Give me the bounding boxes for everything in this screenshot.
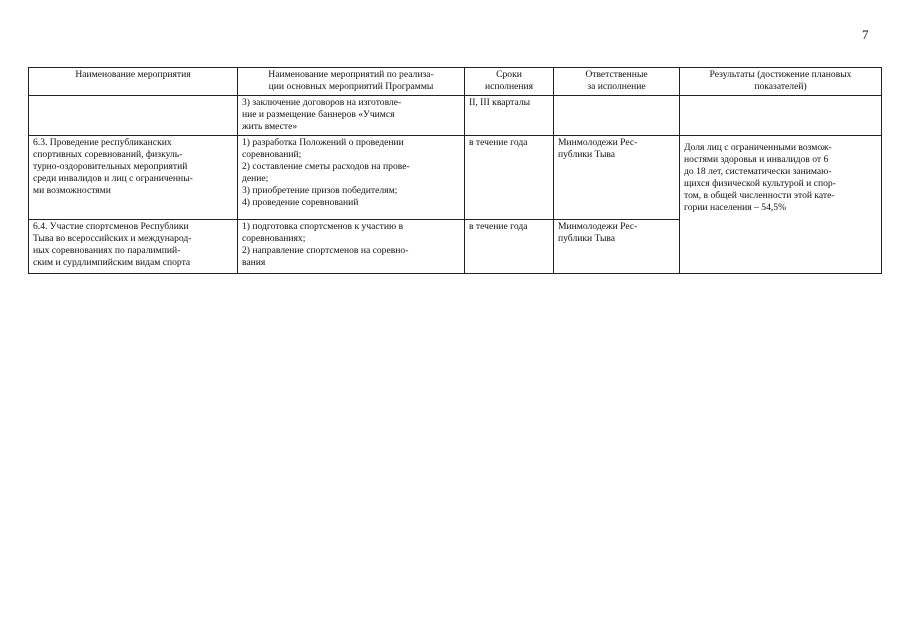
cell-measures: 1) подготовка спортсменов к участию в соревнованиях; 2) направление спортсменов на соревно- вания — [238, 220, 465, 274]
cell-empty-responsible — [554, 96, 680, 136]
table-row-6-3 — [29, 136, 882, 220]
cell-deadline: в течение года — [465, 220, 554, 274]
cell-measure-name: 6.3. Проведение республиканских спортивных соревнований, физкуль- турно-оздоровительных мероприятий среди инвалидов и лиц с ограниченны- ми возможностями — [29, 136, 238, 220]
header-responsible: Ответственные за исполнение — [554, 68, 680, 96]
cell-empty-name — [29, 96, 238, 136]
header-deadline: Сроки исполнения — [465, 68, 554, 96]
page-number: 7 — [862, 27, 869, 42]
cell-deadline: в течение года — [465, 136, 554, 220]
cell-responsible: Минмолодежи Рес- публики Тыва — [554, 220, 680, 274]
table-row-continuation — [29, 96, 882, 136]
program-measures-table — [28, 67, 882, 274]
header-results: Результаты (достижение плановых показателей) — [680, 68, 882, 96]
header-implementation-measures: Наименование мероприятий по реализа- ции основных мероприятий Программы — [238, 68, 465, 96]
cell-measure-name: 6.4. Участие спортсменов Республики Тыва во всероссийских и международ- ных соревнованиях по паралимпий- ским и сурдлимпийским видам спорта — [29, 220, 238, 274]
cell-empty-results — [680, 96, 882, 136]
cell-measures: 3) заключение договоров на изготовле- ние и размещение баннеров «Учимся жить вместе» — [238, 96, 465, 136]
table-header-row — [29, 68, 882, 96]
cell-deadline: II, III кварталы — [465, 96, 554, 136]
header-measure-name: Наименование мероприятия — [29, 68, 238, 96]
cell-measures: 1) разработка Положений о проведении соревнований; 2) составление сметы расходов на прове- дение; 3) приобретение призов победителям; 4) проведение соревнований — [238, 136, 465, 220]
cell-results: Доля лиц с ограниченными возмож- ностями здоровья и инвалидов от 6 до 18 лет, систематически занимаю- щихся физической культурой и спор- том, в общей численности этой кате- гории населения – 54,5% — [680, 136, 882, 274]
cell-responsible: Минмолодежи Рес- публики Тыва — [554, 136, 680, 220]
